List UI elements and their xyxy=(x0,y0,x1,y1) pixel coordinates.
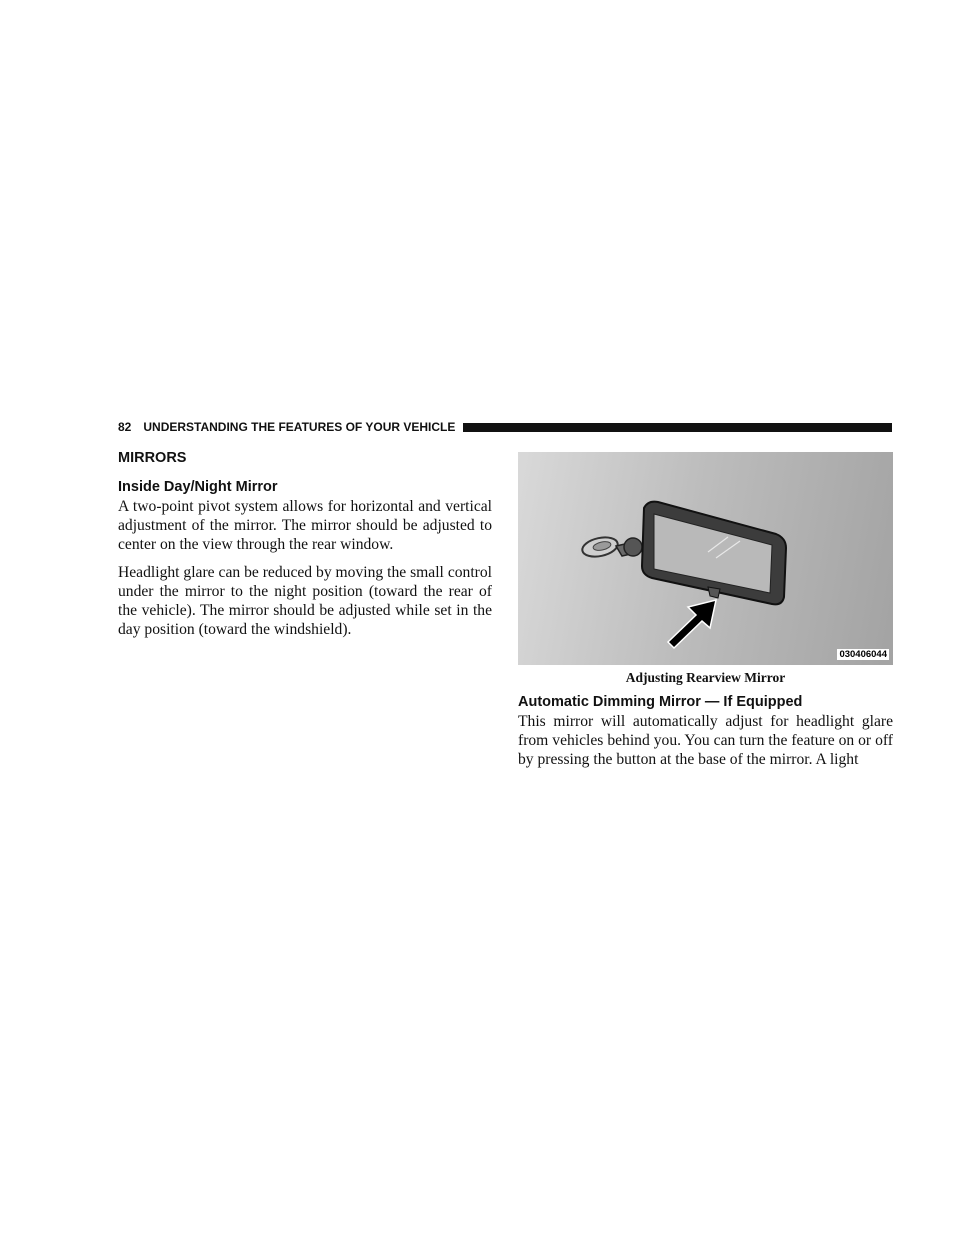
running-header xyxy=(118,419,892,435)
left-column xyxy=(118,448,492,648)
right-column xyxy=(518,452,893,778)
section-title: MIRRORS xyxy=(118,450,187,466)
paragraph: This mirror will automatically adjust for headlight glare from vehicles behind you. You can turn the feature on or off by pressing the button at the base of the mirror. A light xyxy=(518,713,893,768)
header-rule xyxy=(463,423,892,432)
paragraph: A two-point pivot system allows for horizontal and vertical adjustment of the mirror. The mirror should be adjusted to center on the view through the rear window. xyxy=(118,498,492,553)
figure-image xyxy=(518,452,893,665)
figure-caption: Adjusting Rearview Mirror xyxy=(625,670,786,685)
page-number: 82 xyxy=(118,420,132,434)
arrow-icon xyxy=(668,600,716,648)
subsection-title: Automatic Dimming Mirror — If Equipped xyxy=(518,694,803,710)
running-title: UNDERSTANDING THE FEATURES OF YOUR VEHICLE xyxy=(143,420,456,434)
rearview-mirror-illustration xyxy=(518,452,893,665)
paragraph: Headlight glare can be reduced by moving the small control under the mirror to the night position (toward the rear of the vehicle). The mirror should be adjusted while set in the day position (toward the windshield). xyxy=(118,564,492,638)
subsection-title: Inside Day/Night Mirror xyxy=(118,479,278,495)
figure-code: 030406044 xyxy=(839,649,887,660)
